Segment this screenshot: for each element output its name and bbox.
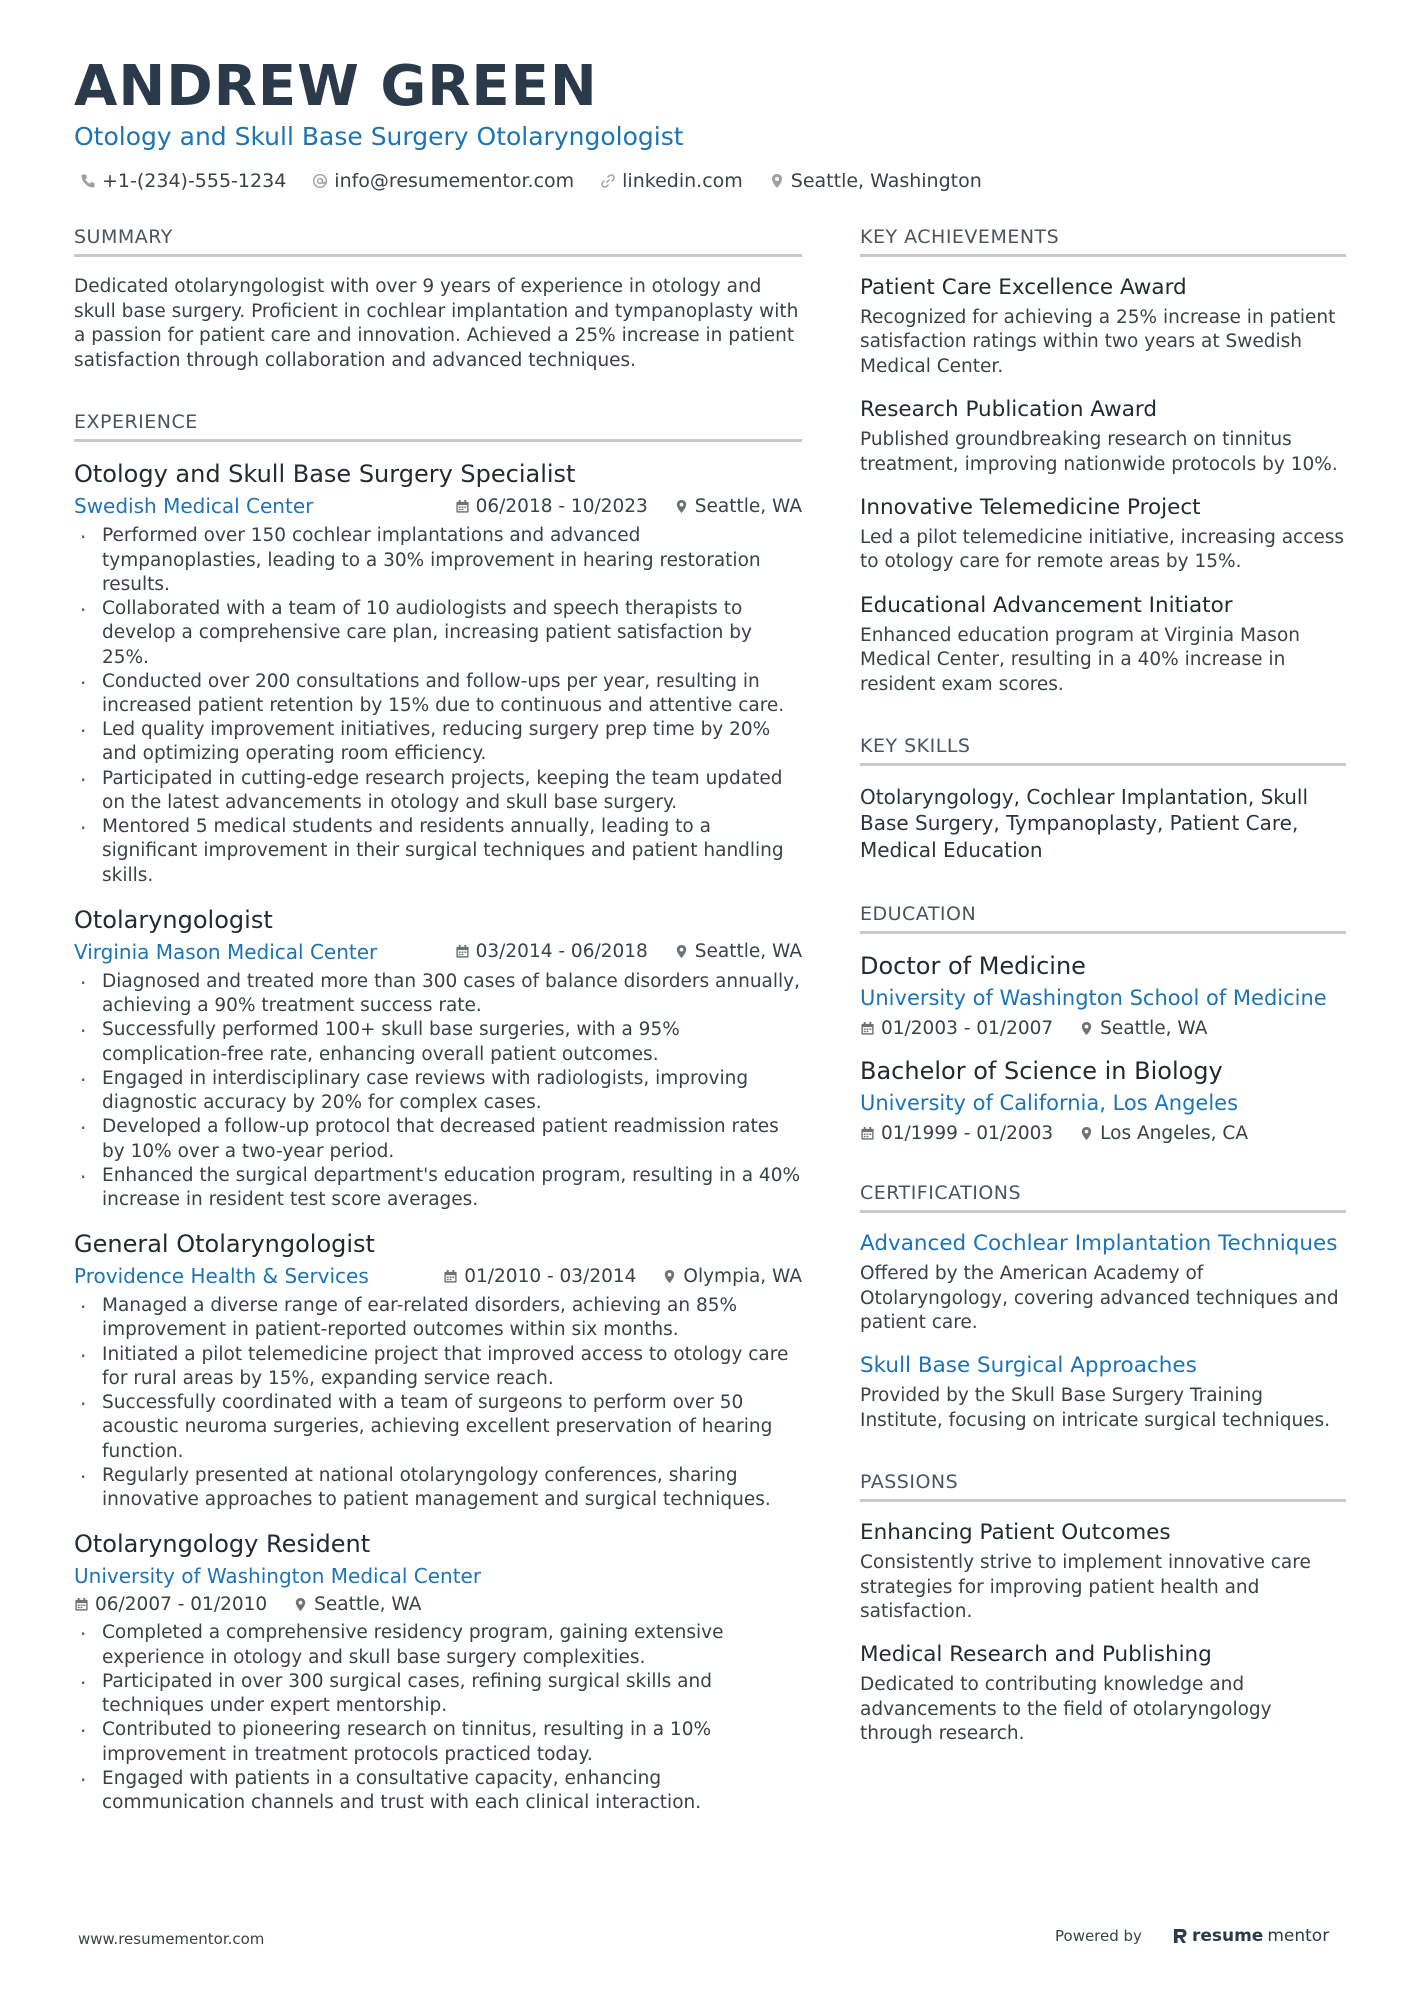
summary-heading: SUMMARY [74, 226, 802, 257]
candidate-name: ANDREW GREEN [74, 54, 598, 119]
experience-heading: EXPERIENCE [74, 411, 802, 442]
achievement-title: Educational Advancement Initiator [860, 592, 1233, 618]
contact-phone [80, 170, 286, 192]
bullet-item: · Completed a comprehensive residency program, gaining extensive experience in otology and skull base surgery complexities. [74, 1621, 802, 1669]
map-pin-icon [769, 173, 785, 189]
certification-title: Skull Base Surgical Approaches [860, 1353, 1197, 1379]
linkedin-text[interactable]: linkedin.com [622, 170, 743, 192]
left-column [74, 226, 802, 1833]
brand-light: mentor [1267, 1926, 1330, 1946]
job-dates-text: 03/2014 - 06/2018 [475, 941, 648, 963]
passion-item [860, 1642, 1346, 1746]
bullet-item: · Participated in cutting-edge research projects, keeping the team updated on the latest advancements in otology and skull base surgery. [74, 767, 802, 815]
job-title: Otolaryngology Resident [74, 1530, 371, 1559]
resumementor-logo-icon [1172, 1927, 1188, 1945]
bullet-item: · Performed over 150 cochlear implantations and advanced tympanoplasties, leading to a 30% improvement in hearing restoration results. [74, 524, 802, 597]
skills-heading: KEY SKILLS [860, 735, 1346, 766]
calendar-icon [74, 1597, 89, 1612]
contact-location [769, 170, 982, 192]
right-column [860, 226, 1346, 1765]
powered-by-text: Powered by [1055, 1927, 1142, 1945]
brand-logo[interactable] [1172, 1926, 1329, 1946]
job-location-text: Olympia, WA [683, 1265, 802, 1287]
education-degree: Doctor of Medicine [860, 952, 1086, 981]
bullet-item: · Successfully performed 100+ skull base surgeries, with a 95% complication-free rate, enhancing overall patient outcomes. [74, 1018, 802, 1066]
job-location [662, 1266, 802, 1287]
education-school: University of Washington School of Medicine [860, 986, 1327, 1011]
education-dates [860, 1018, 1053, 1039]
achievement-item [860, 275, 1346, 379]
achievement-desc: Recognized for achieving a 25% increase in patient satisfaction ratings within two years at Swedish Medical Center. [860, 307, 1336, 377]
job-dates [455, 941, 648, 962]
job-location [674, 941, 802, 962]
at-icon [312, 173, 328, 189]
education-item [860, 1057, 1346, 1144]
job-bullets [74, 970, 802, 1212]
achievement-title: Patient Care Excellence Award [860, 275, 1187, 300]
job-title: Otology and Skull Base Surgery Specialist [74, 460, 576, 489]
job-company: Providence Health & Services [74, 1264, 369, 1289]
achievement-item [860, 397, 1346, 477]
job-location-text: Seattle, WA [694, 495, 802, 517]
map-pin-icon [674, 499, 689, 514]
certifications-heading: CERTIFICATIONS [860, 1182, 1346, 1213]
passion-item [860, 1520, 1346, 1624]
brand-bold: resume [1191, 1926, 1264, 1946]
bullet-item: · Diagnosed and treated more than 300 cases of balance disorders annually, achieving a 90% treatment success rate. [74, 970, 802, 1018]
bullet-item: · Engaged with patients in a consultative capacity, enhancing communication channels and trust with each clinical interaction. [74, 1767, 802, 1815]
achievement-title: Research Publication Award [860, 397, 1157, 423]
certification-item [860, 1231, 1346, 1335]
job-entry [74, 1230, 802, 1512]
job-company: Virginia Mason Medical Center [74, 939, 378, 964]
job-title: General Otolaryngologist [74, 1230, 375, 1259]
section-spacer [860, 1451, 1346, 1471]
map-pin-icon [1079, 1126, 1094, 1141]
bullet-item: · Engaged in interdisciplinary case reviews with radiologists, improving diagnostic accuracy by 20% for complex cases. [74, 1067, 802, 1115]
passion-desc: Consistently strive to implement innovative care strategies for improving patient health and satisfaction. [860, 1552, 1311, 1623]
bullet-item: · Collaborated with a team of 10 audiologists and speech therapists to develop a comprehensive care plan, increasing patient satisfaction by 25%. [74, 597, 802, 670]
certification-item [860, 1353, 1346, 1433]
passions-heading: PASSIONS [860, 1471, 1346, 1502]
education-degree: Bachelor of Science in Biology [860, 1057, 1223, 1086]
education-dates-text: 01/1999 - 01/2003 [881, 1123, 1054, 1145]
job-location [293, 1594, 421, 1615]
map-pin-icon [293, 1597, 308, 1612]
footer-brand-area [1055, 1926, 1329, 1946]
phone-text: +1-(234)-555-1234 [102, 170, 287, 192]
education-location-text: Los Angeles, CA [1100, 1123, 1248, 1145]
footer-website[interactable]: www.resumementor.com [78, 1930, 265, 1948]
contact-linkedin[interactable] [600, 170, 743, 192]
job-location [674, 496, 802, 517]
contact-bar [80, 170, 982, 192]
location-text: Seattle, Washington [790, 170, 982, 192]
job-location-text: Seattle, WA [694, 941, 802, 963]
job-entry [74, 460, 802, 888]
job-meta [74, 1264, 802, 1288]
achievement-desc: Published groundbreaking research on tinnitus treatment, improving nationwide protocols by 10%. [860, 429, 1338, 475]
job-dates [443, 1266, 636, 1287]
contact-email[interactable] [312, 170, 574, 192]
email-text[interactable]: info@resumementor.com [334, 170, 575, 192]
calendar-icon [443, 1269, 458, 1284]
bullet-item: · Mentored 5 medical students and residents annually, leading to a significant improvement in their surgical techniques and patient handling skills. [74, 815, 802, 888]
job-dates [455, 496, 648, 517]
section-spacer [860, 1162, 1346, 1182]
job-meta [74, 1564, 802, 1588]
job-title: Otolaryngologist [74, 905, 273, 934]
job-meta-row [74, 1594, 802, 1615]
job-bullets [74, 524, 802, 888]
education-dates-text: 01/2003 - 01/2007 [881, 1018, 1054, 1040]
skills-text: Otolaryngology, Cochlear Implantation, Skull Base Surgery, Tympanoplasty, Patient Care, Medical Education [860, 785, 1309, 862]
education-meta [860, 1123, 1346, 1144]
achievement-item [860, 593, 1346, 697]
certification-desc: Offered by the American Academy of Otolaryngology, covering advanced techniques and patient care. [860, 1263, 1339, 1334]
certification-desc: Provided by the Skull Base Surgery Training Institute, focusing on intricate surgical techniques. [860, 1385, 1331, 1431]
achievement-item [860, 495, 1346, 575]
education-item [860, 952, 1346, 1039]
bullet-item: · Initiated a pilot telemedicine project that improved access to otology care for rural areas by 15%, expanding service reach. [74, 1343, 802, 1391]
education-school: University of California, Los Angeles [860, 1091, 1239, 1116]
passion-title: Enhancing Patient Outcomes [860, 1520, 1171, 1546]
job-entry [74, 906, 802, 1212]
bullet-item: · Contributed to pioneering research on tinnitus, resulting in a 10% improvement in treatment protocols practiced today. [74, 1718, 802, 1766]
achievement-desc: Led a pilot telemedicine initiative, increasing access to otology care for remote areas by 15%. [860, 527, 1345, 573]
education-meta [860, 1018, 1346, 1039]
candidate-title: Otology and Skull Base Surgery Otolaryngologist [74, 122, 684, 151]
job-bullets [74, 1621, 802, 1815]
summary-text: Dedicated otolaryngologist with over 9 years of experience in otology and skull base surgery. Proficient in cochlear implantation and tympanoplasty with a passion for patient care and innovation. Achieved a 25% increase in patient satisfaction through collaboration and advanced techniques. [74, 276, 799, 371]
achievement-title: Innovative Telemedicine Project [860, 495, 1201, 521]
passion-desc: Dedicated to contributing knowledge and advancements to the field of otolaryngology through research. [860, 1674, 1272, 1745]
job-dates-text: 06/2007 - 01/2010 [95, 1594, 268, 1616]
education-heading: EDUCATION [860, 903, 1346, 934]
job-dates-text: 06/2018 - 10/2023 [475, 495, 648, 517]
job-meta [74, 940, 802, 964]
education-location [1079, 1123, 1248, 1144]
calendar-icon [860, 1126, 875, 1141]
bullet-item: · Managed a diverse range of ear-related disorders, achieving an 85% improvement in patient-reported outcomes within six months. [74, 1294, 802, 1342]
job-location-text: Seattle, WA [314, 1594, 422, 1616]
job-bullets [74, 1294, 802, 1512]
achievement-desc: Enhanced education program at Virginia Mason Medical Center, resulting in a 40% increase in resident exam scores. [860, 624, 1300, 695]
map-pin-icon [662, 1269, 677, 1284]
calendar-icon [455, 499, 470, 514]
bullet-item: · Led quality improvement initiatives, reducing surgery prep time by 20% and optimizing operating room efficiency. [74, 718, 802, 766]
calendar-icon [455, 944, 470, 959]
certification-title: Advanced Cochlear Implantation Techniques [860, 1231, 1338, 1257]
bullet-item: · Enhanced the surgical department's education program, resulting in a 40% increase in resident test score averages. [74, 1164, 802, 1212]
bullet-item: · Developed a follow-up protocol that decreased patient readmission rates by 10% over a two-year period. [74, 1115, 802, 1163]
link-icon [600, 173, 616, 189]
job-entry [74, 1530, 802, 1815]
bullet-item: · Participated in over 300 surgical cases, refining surgical skills and techniques under expert mentorship. [74, 1670, 802, 1718]
passion-title: Medical Research and Publishing [860, 1642, 1212, 1668]
job-company: Swedish Medical Center [74, 494, 314, 519]
bullet-item: · Conducted over 200 consultations and follow-ups per year, resulting in increased patient retention by 15% due to continuous and attentive care. [74, 670, 802, 718]
job-dates-text: 01/2010 - 03/2014 [464, 1265, 637, 1287]
bullet-item: · Successfully coordinated with a team of surgeons to perform over 50 acoustic neuroma surgeries, achieving excellent preservation of hearing function. [74, 1391, 802, 1464]
bullet-item: · Regularly presented at national otolaryngology conferences, sharing innovative approaches to patient management and surgical techniques. [74, 1464, 802, 1512]
section-spacer [860, 715, 1346, 735]
job-dates [74, 1594, 267, 1615]
calendar-icon [860, 1021, 875, 1036]
education-location-text: Seattle, WA [1100, 1018, 1208, 1040]
map-pin-icon [1079, 1021, 1094, 1036]
phone-icon [80, 173, 96, 189]
achievements-heading: KEY ACHIEVEMENTS [860, 226, 1346, 257]
education-dates [860, 1123, 1053, 1144]
job-meta [74, 494, 802, 518]
job-company: University of Washington Medical Center [74, 1564, 482, 1589]
education-location [1079, 1018, 1207, 1039]
map-pin-icon [674, 944, 689, 959]
